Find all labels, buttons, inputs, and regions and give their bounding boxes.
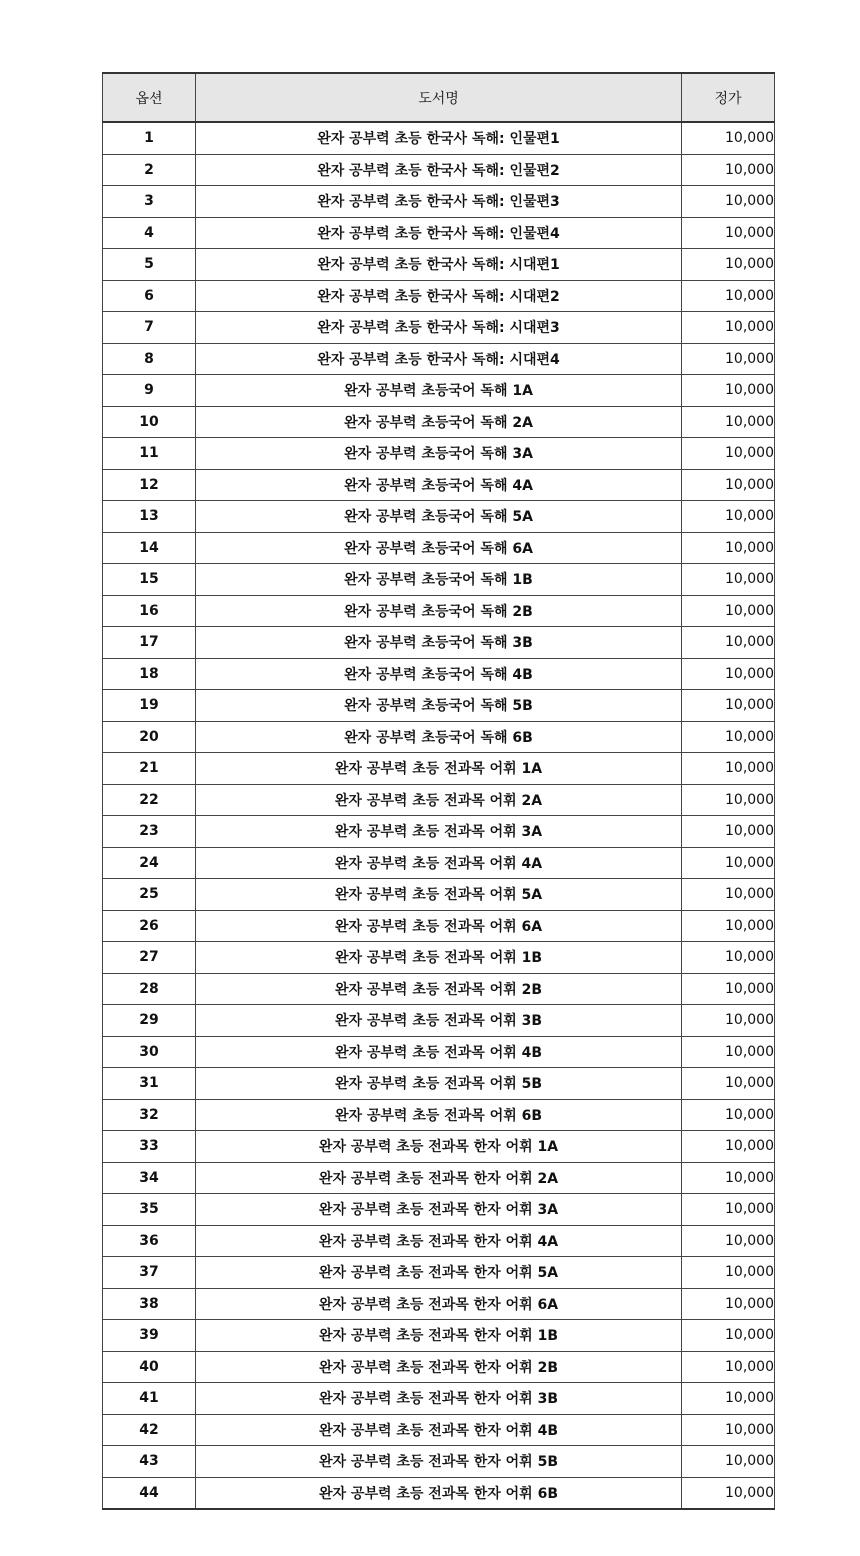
option-number: 13	[103, 501, 196, 533]
book-title: 완자 공부력 초등 전과목 어휘 1A	[196, 753, 682, 785]
option-number: 16	[103, 595, 196, 627]
book-title: 완자 공부력 초등국어 독해 1B	[196, 564, 682, 596]
book-title: 완자 공부력 초등 전과목 어휘 5A	[196, 879, 682, 911]
table-row	[103, 1288, 775, 1320]
option-number: 34	[103, 1162, 196, 1194]
book-price: 10,000	[682, 1162, 775, 1194]
table-row	[103, 816, 775, 848]
book-price: 10,000	[682, 406, 775, 438]
book-price: 10,000	[682, 1320, 775, 1352]
book-title: 완자 공부력 초등 전과목 어휘 3A	[196, 816, 682, 848]
table-row	[103, 690, 775, 722]
book-price: 10,000	[682, 753, 775, 785]
table-row	[103, 312, 775, 344]
option-number: 36	[103, 1225, 196, 1257]
book-price: 10,000	[682, 816, 775, 848]
header-price: 정가	[682, 73, 775, 122]
book-price: 10,000	[682, 721, 775, 753]
option-number: 2	[103, 154, 196, 186]
book-title: 완자 공부력 초등 전과목 어휘 2A	[196, 784, 682, 816]
book-title: 완자 공부력 초등국어 독해 6A	[196, 532, 682, 564]
option-number: 33	[103, 1131, 196, 1163]
book-title: 완자 공부력 초등 전과목 한자 어휘 4A	[196, 1225, 682, 1257]
book-price: 10,000	[682, 154, 775, 186]
book-price: 10,000	[682, 564, 775, 596]
table-row	[103, 154, 775, 186]
option-number: 40	[103, 1351, 196, 1383]
book-price: 10,000	[682, 784, 775, 816]
table-row	[103, 1257, 775, 1289]
book-title: 완자 공부력 초등국어 독해 1A	[196, 375, 682, 407]
table-row	[103, 1351, 775, 1383]
table-row	[103, 186, 775, 218]
table-row	[103, 1099, 775, 1131]
table-row	[103, 1477, 775, 1509]
book-title: 완자 공부력 초등국어 독해 3B	[196, 627, 682, 659]
header-title: 도서명	[196, 73, 682, 122]
option-number: 38	[103, 1288, 196, 1320]
option-number: 29	[103, 1005, 196, 1037]
book-title: 완자 공부력 초등 한국사 독해: 인물편4	[196, 217, 682, 249]
table-row	[103, 627, 775, 659]
table-row	[103, 532, 775, 564]
option-number: 42	[103, 1414, 196, 1446]
option-number: 27	[103, 942, 196, 974]
book-title: 완자 공부력 초등 전과목 어휘 6A	[196, 910, 682, 942]
table-row	[103, 753, 775, 785]
book-title: 완자 공부력 초등 한국사 독해: 시대편4	[196, 343, 682, 375]
book-price: 10,000	[682, 1446, 775, 1478]
book-price: 10,000	[682, 469, 775, 501]
book-price: 10,000	[682, 690, 775, 722]
book-price: 10,000	[682, 1099, 775, 1131]
option-number: 39	[103, 1320, 196, 1352]
book-price: 10,000	[682, 658, 775, 690]
book-title: 완자 공부력 초등 전과목 한자 어휘 6B	[196, 1477, 682, 1509]
book-title: 완자 공부력 초등 전과목 한자 어휘 3A	[196, 1194, 682, 1226]
option-number: 6	[103, 280, 196, 312]
book-title: 완자 공부력 초등 전과목 한자 어휘 5A	[196, 1257, 682, 1289]
table-row	[103, 249, 775, 281]
book-title: 완자 공부력 초등 한국사 독해: 인물편1	[196, 122, 682, 154]
book-title: 완자 공부력 초등 전과목 한자 어휘 6A	[196, 1288, 682, 1320]
table-row	[103, 217, 775, 249]
option-number: 32	[103, 1099, 196, 1131]
book-price: 10,000	[682, 1414, 775, 1446]
book-title: 완자 공부력 초등 전과목 어휘 4A	[196, 847, 682, 879]
table-row	[103, 343, 775, 375]
option-number: 28	[103, 973, 196, 1005]
book-title: 완자 공부력 초등 전과목 어휘 6B	[196, 1099, 682, 1131]
option-number: 23	[103, 816, 196, 848]
option-number: 37	[103, 1257, 196, 1289]
book-title: 완자 공부력 초등 한국사 독해: 인물편2	[196, 154, 682, 186]
book-title: 완자 공부력 초등국어 독해 5A	[196, 501, 682, 533]
option-number: 20	[103, 721, 196, 753]
book-price: 10,000	[682, 501, 775, 533]
book-price: 10,000	[682, 312, 775, 344]
table-row	[103, 847, 775, 879]
book-title: 완자 공부력 초등국어 독해 2B	[196, 595, 682, 627]
option-number: 10	[103, 406, 196, 438]
book-price: 10,000	[682, 249, 775, 281]
option-number: 3	[103, 186, 196, 218]
book-price: 10,000	[682, 910, 775, 942]
book-price-table	[102, 72, 775, 1510]
book-price: 10,000	[682, 1351, 775, 1383]
option-number: 43	[103, 1446, 196, 1478]
book-price: 10,000	[682, 532, 775, 564]
table-row	[103, 595, 775, 627]
book-title: 완자 공부력 초등 전과목 한자 어휘 2A	[196, 1162, 682, 1194]
option-number: 30	[103, 1036, 196, 1068]
option-number: 9	[103, 375, 196, 407]
table-row	[103, 1005, 775, 1037]
option-number: 8	[103, 343, 196, 375]
option-number: 14	[103, 532, 196, 564]
option-number: 25	[103, 879, 196, 911]
table-row	[103, 910, 775, 942]
book-title: 완자 공부력 초등국어 독해 2A	[196, 406, 682, 438]
option-number: 35	[103, 1194, 196, 1226]
book-title: 완자 공부력 초등 전과목 한자 어휘 1A	[196, 1131, 682, 1163]
table-row	[103, 1414, 775, 1446]
book-title: 완자 공부력 초등국어 독해 6B	[196, 721, 682, 753]
option-number: 15	[103, 564, 196, 596]
book-title: 완자 공부력 초등 전과목 한자 어휘 4B	[196, 1414, 682, 1446]
table-row	[103, 1225, 775, 1257]
book-price: 10,000	[682, 438, 775, 470]
header-row	[103, 73, 775, 122]
book-price: 10,000	[682, 186, 775, 218]
book-price: 10,000	[682, 1194, 775, 1226]
table-row	[103, 1068, 775, 1100]
option-number: 31	[103, 1068, 196, 1100]
option-number: 24	[103, 847, 196, 879]
book-title: 완자 공부력 초등국어 독해 5B	[196, 690, 682, 722]
option-number: 22	[103, 784, 196, 816]
table-body	[103, 122, 775, 1509]
table-row	[103, 564, 775, 596]
book-title: 완자 공부력 초등국어 독해 4B	[196, 658, 682, 690]
book-price: 10,000	[682, 1068, 775, 1100]
option-number: 19	[103, 690, 196, 722]
book-price: 10,000	[682, 1005, 775, 1037]
option-number: 12	[103, 469, 196, 501]
table-row	[103, 469, 775, 501]
book-price: 10,000	[682, 627, 775, 659]
book-price: 10,000	[682, 1477, 775, 1509]
book-title: 완자 공부력 초등 전과목 어휘 2B	[196, 973, 682, 1005]
table-row	[103, 658, 775, 690]
book-price: 10,000	[682, 217, 775, 249]
book-title: 완자 공부력 초등 전과목 한자 어휘 5B	[196, 1446, 682, 1478]
table-row	[103, 1320, 775, 1352]
table-header	[103, 73, 775, 122]
book-price: 10,000	[682, 375, 775, 407]
table-row	[103, 1036, 775, 1068]
book-title: 완자 공부력 초등 한국사 독해: 시대편2	[196, 280, 682, 312]
header-option: 옵션	[103, 73, 196, 122]
book-price: 10,000	[682, 879, 775, 911]
book-title: 완자 공부력 초등 전과목 한자 어휘 1B	[196, 1320, 682, 1352]
book-price: 10,000	[682, 595, 775, 627]
book-price: 10,000	[682, 847, 775, 879]
book-price: 10,000	[682, 973, 775, 1005]
option-number: 41	[103, 1383, 196, 1415]
option-number: 7	[103, 312, 196, 344]
table-row	[103, 501, 775, 533]
table-row	[103, 1383, 775, 1415]
book-title: 완자 공부력 초등국어 독해 4A	[196, 469, 682, 501]
book-price: 10,000	[682, 122, 775, 154]
option-number: 11	[103, 438, 196, 470]
table-row	[103, 879, 775, 911]
book-price: 10,000	[682, 942, 775, 974]
option-number: 44	[103, 1477, 196, 1509]
table-row	[103, 942, 775, 974]
book-title: 완자 공부력 초등 전과목 한자 어휘 3B	[196, 1383, 682, 1415]
option-number: 26	[103, 910, 196, 942]
book-title: 완자 공부력 초등 전과목 어휘 3B	[196, 1005, 682, 1037]
table-row	[103, 1131, 775, 1163]
book-price: 10,000	[682, 280, 775, 312]
table-row	[103, 280, 775, 312]
book-title: 완자 공부력 초등 전과목 한자 어휘 2B	[196, 1351, 682, 1383]
book-title: 완자 공부력 초등 한국사 독해: 인물편3	[196, 186, 682, 218]
book-price: 10,000	[682, 343, 775, 375]
table-row	[103, 1194, 775, 1226]
book-title: 완자 공부력 초등 전과목 어휘 5B	[196, 1068, 682, 1100]
book-title: 완자 공부력 초등 전과목 어휘 4B	[196, 1036, 682, 1068]
book-title: 완자 공부력 초등 한국사 독해: 시대편3	[196, 312, 682, 344]
book-price: 10,000	[682, 1225, 775, 1257]
option-number: 21	[103, 753, 196, 785]
option-number: 18	[103, 658, 196, 690]
book-title: 완자 공부력 초등 전과목 어휘 1B	[196, 942, 682, 974]
book-title: 완자 공부력 초등 한국사 독해: 시대편1	[196, 249, 682, 281]
table-row	[103, 1446, 775, 1478]
option-number: 5	[103, 249, 196, 281]
book-title: 완자 공부력 초등국어 독해 3A	[196, 438, 682, 470]
table-row	[103, 122, 775, 154]
table-row	[103, 438, 775, 470]
table-row	[103, 375, 775, 407]
table-row	[103, 784, 775, 816]
option-number: 4	[103, 217, 196, 249]
book-price: 10,000	[682, 1131, 775, 1163]
book-price: 10,000	[682, 1383, 775, 1415]
book-price: 10,000	[682, 1288, 775, 1320]
table-row	[103, 406, 775, 438]
option-number: 1	[103, 122, 196, 154]
table-row	[103, 721, 775, 753]
option-number: 17	[103, 627, 196, 659]
book-price: 10,000	[682, 1036, 775, 1068]
table-row	[103, 973, 775, 1005]
table-row	[103, 1162, 775, 1194]
book-price: 10,000	[682, 1257, 775, 1289]
